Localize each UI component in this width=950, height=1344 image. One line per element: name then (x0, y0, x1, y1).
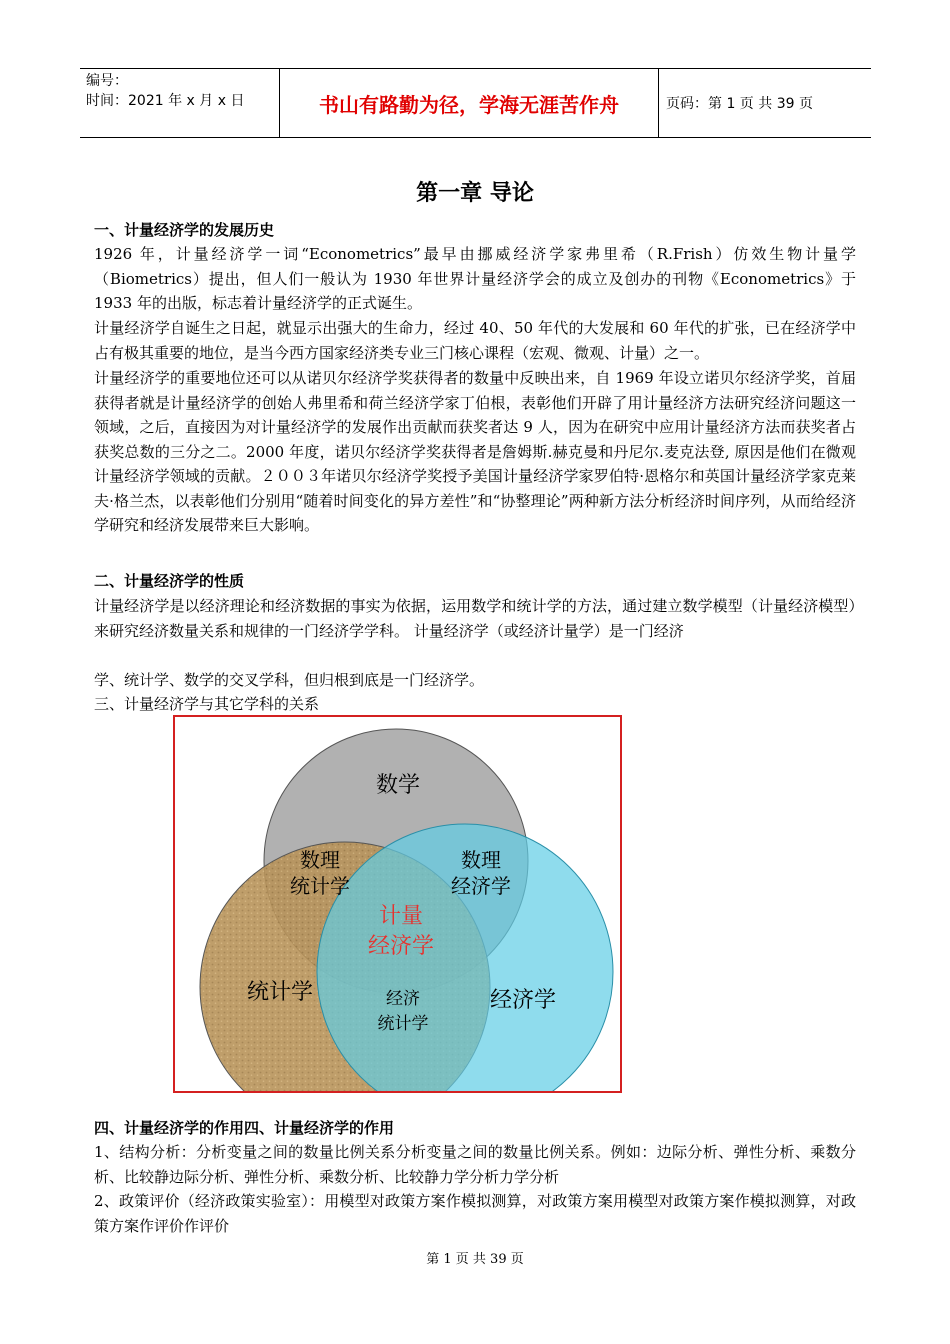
number-label: 编号： (86, 73, 128, 89)
section-heading: 二、计量经济学的性质 (94, 572, 245, 590)
paragraph: 计量经济学自诞生之日起，就显示出强大的生命力，经过 40、50 年代的大发展和 60 年代的扩张，已在经济学中占有极其重要的地位，是当今西方国家经济类专业三门核心课程（宏观、微观、计量）之一。 (94, 319, 856, 362)
venn-diagram-frame (173, 715, 622, 1093)
econ-stats-label-1: 经济 (386, 989, 420, 1009)
econ-label: 经济学 (489, 988, 557, 1013)
header-table (80, 68, 871, 138)
page-label: 页码：第 1 页 共 39 页 (666, 96, 813, 112)
chapter-title: 第一章 导论 (416, 181, 534, 206)
math-stats-label-1: 数理 (300, 848, 340, 872)
header-left-cell (80, 69, 280, 137)
center-label-1: 计量 (378, 904, 424, 929)
section-heading: 一、计量经济学的发展历史 (94, 221, 275, 239)
math-stats-label-2: 统计学 (290, 874, 350, 898)
math-label: 数学 (375, 773, 421, 798)
motto: 书山有路勤为径，学海无涯苦作舟 (280, 69, 659, 137)
stats-label: 统计学 (246, 980, 314, 1005)
section-heading: 三、计量经济学与其它学科的关系 (94, 695, 320, 713)
venn-diagram (175, 717, 620, 1091)
list-item: 1、结构分析：分析变量之间的数量比例关系分析变量之间的数量比例关系。例如：边际分析、弹性分析、乘数分析、比较静边际分析、弹性分析、乘数分析、比较静力学分析力学分析 (94, 1143, 856, 1186)
page-footer: 第 1 页 共 39 页 (426, 1252, 524, 1267)
paragraph: 计量经济学的重要地位还可以从诺贝尔经济学奖获得者的数量中反映出来，自 1969 年设立诺贝尔经济学奖，首届获得者就是计量经济学的创始人弗里希和荷兰经济学家丁伯根，表彰他们开辟了用计量经济方法研究经济问题这一领域，之后，直接因为对计量经济学的发展作出贡献而获奖者达 9 人，因为在研究中应用计量经济方法而获奖者占获奖总数的三分之二。2000 年度，诺贝尔经济学奖获得者是詹姆斯.赫克曼和丹尼尔.麦克法登, 原因是他们在微观计量经济学领域的贡献。２００３年诺贝尔经济学奖授予美国计量经济学家罗伯特·恩格尔和英国计量经济学家克莱夫·格兰杰，以表彰他们分别用“随着时间变化的异方差性”和“协整理论”两种新方法分析经济时间序列，从而给经济学研究和经济发展带来巨大影响。 (94, 369, 856, 534)
paragraph: 1926 年，计量经济学一词“Econometrics”最早由挪威经济学家弗里希（R.Frish）仿效生物计量学（Biometrics）提出，但人们一般认为 1930 年世界计量经济学会的成立及创办的刊物《Econometrics》于 1933 年的出版，标志着计量经济学的正式诞生。 (94, 245, 856, 312)
list-item: 2、政策评价（经济政策实验室）：用模型对政策方案作模拟测算，对政策方案用模型对政策方案作模拟测算，对政策方案作评价作评价 (94, 1192, 856, 1235)
center-label-2: 经济学 (367, 934, 435, 959)
math-econ-label-1: 数理 (461, 848, 501, 872)
section-heading: 四、计量经济学的作用四、计量经济学的作用 (94, 1119, 395, 1137)
econ-stats-label-2: 统计学 (377, 1014, 429, 1034)
date-label: 时间：2021 年 x 月 x 日 (86, 93, 245, 109)
paragraph: 学、统计学、数学的交叉学科，但归根到底是一门经济学。 (94, 671, 485, 689)
math-econ-label-2: 经济学 (451, 874, 511, 898)
paragraph: 计量经济学是以经济理论和经济数据的事实为依据，运用数学和统计学的方法，通过建立数学模型（计量经济模型）来研究经济数量关系和规律的一门经济学学科。 计量经济学（或经济计量学）是一门经济 (94, 597, 856, 640)
